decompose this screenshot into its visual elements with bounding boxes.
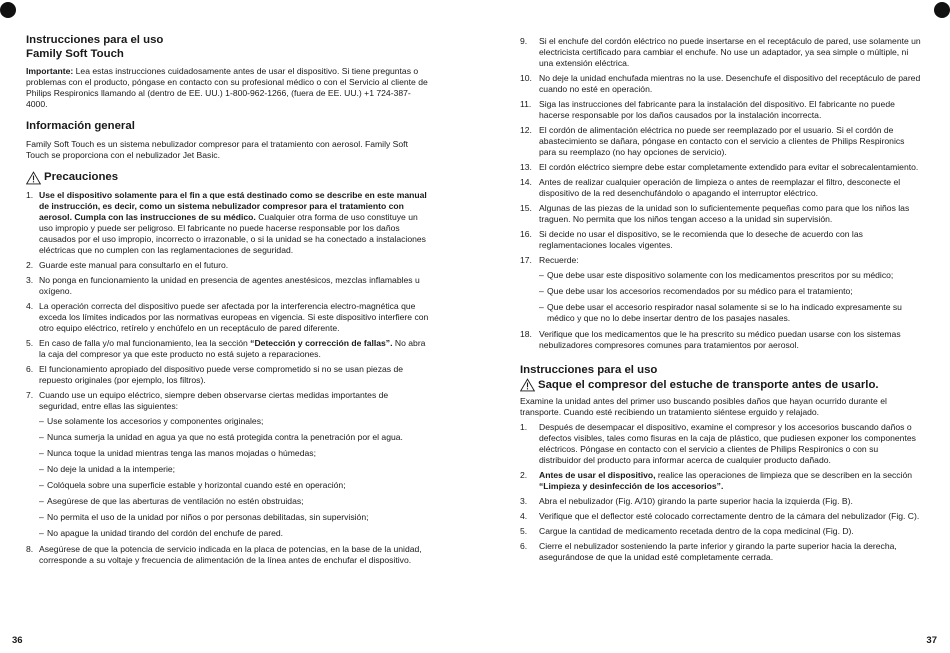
item-number: 3. [520,495,528,506]
list-item [520,203,922,225]
list-item [520,422,922,466]
usage-subheading [520,378,922,392]
sublist-item: – No permita el uso de la unidad por niños o por personas debilitadas, sin supervisión; [39,512,430,523]
item-number: 6. [26,363,34,374]
item-text: No abra la caja del compresor ya que este producto no está sujeto a reparaciones. [39,337,426,359]
list-item [26,390,430,539]
usage-heading: Instrucciones para el uso [520,364,658,376]
item-number: 6. [520,540,528,551]
list-item [26,275,430,297]
item-number: 10. [520,73,532,83]
usage-intro: Examine la unidad antes del primer uso buscando posibles daños que hayan ocurrido durante el transporte. Cuando esté recibiendo un tratamiento siéntese erguido y relajado. [520,395,887,417]
list-item [520,99,922,121]
cautions-list [26,190,430,566]
sublist-item: – Use solamente los accesorios y componentes originales; [39,416,430,427]
important-note [26,66,430,110]
list-item [520,329,922,351]
right-page [520,34,922,567]
list-item [26,190,430,256]
sublist-item: – Nunca toque la unidad mientras tenga las manos mojadas o húmedas; [39,448,430,459]
item-number: 11. [520,99,532,109]
item-number: 16. [520,229,532,239]
list-item [520,541,922,563]
sublist-item: – No apague la unidad tirando del cordón del enchufe de pared. [39,528,430,539]
item-text: Guarde este manual para consultarlo en el futuro. [39,259,229,270]
item-text: No ponga en funcionamiento la unidad en presencia de agentes anestésicos, mezclas inflamables u oxígeno. [39,274,420,296]
list-item [520,229,922,251]
list-item [26,544,430,566]
list-item [26,301,430,334]
item-number: 13. [520,162,532,172]
item-number: 3. [26,274,34,285]
item-number: 14. [520,177,532,187]
item-number: 4. [26,300,34,311]
list-item [520,496,922,507]
item-text: realice las operaciones de limpieza que se describen en la sección [655,469,913,480]
title-line-2: Family Soft Touch [26,47,124,60]
general-heading: Información general [26,120,135,132]
list-item [26,338,430,360]
list-item [26,260,430,271]
item-bold: Antes de usar el dispositivo, [539,469,656,480]
sublist-item: – Nunca sumerja la unidad en agua ya que no está protegida contra la penetración por el agua. [39,432,430,443]
sublist-item: – Que debe usar el accesorio respirador nasal solamente si se lo ha indicado expresamente su médico y que no lo debe insertar dentro de los pasajes nasales. [539,302,922,324]
title-line-1: Instrucciones para el uso [26,34,164,46]
item-number: 4. [520,510,528,521]
list-item [520,177,922,199]
item-number: 1. [520,421,528,432]
item-text: El funcionamiento apropiado del dispositivo puede verse comprometido si no se usan piezas de repuesto originales (por ejemplo, los filtros). [39,363,404,385]
list-item [520,162,922,173]
remember-sublist [539,270,922,324]
item-text: El cordón de alimentación eléctrica no puede ser reemplazado por el usuario. Si el cordón de abastecimiento se dañara, póngase en contacto con el servicio a clientes de Philips Respironics para su reemplazo (no hay opciones de servicio). [539,125,905,157]
item-text: Antes de realizar cualquier operación de limpieza o antes de reemplazar el filtro, desconecte el dispositivo de la red desenchufándolo o apagando el interruptor eléctrico. [539,177,901,198]
list-item [520,526,922,537]
page-title [26,34,430,61]
item-text: Verifique que los medicamentos que le ha prescrito su médico puedan usarse con los sistemas nebulizadores compresores comunes para tratamientos por aerosol. [539,329,901,350]
item-text: No deje la unidad enchufada mientras no la use. Desenchufe el dispositivo del receptáculo de pared cuando no esté en operación. [539,73,921,94]
list-item [520,73,922,95]
item-text: El cordón eléctrico siempre debe estar completamente extendido para evitar el sobrecalentamiento. [539,162,919,172]
item-text: Asegúrese de que la potencia de servicio indicada en la placa de potencias, en la base de la unidad, corresponde a su voltaje y frecuencia de alimentación de la línea antes de enchufar el dispositivo. [39,543,422,565]
usage-subheading-label: Saque el compresor del estuche de transporte antes de usarlo. [538,378,879,391]
item-text: Si el enchufe del cordón eléctrico no puede insertarse en el receptáculo de pared, use solamente un electricista certificado para cambiar el enchufe. No use un adaptador, ya sea simple o múltiple, ni una extensión eléctrica. [539,36,921,68]
list-item [520,125,922,158]
item-text: Abra el nebulizador (Fig. A/10) girando la parte superior hacia la izquierda (Fig. B). [539,495,853,506]
list-item [520,36,922,69]
item-text: Cuando use un equipo eléctrico, siempre deben observarse ciertas medidas importantes de seguridad, entre ellas las siguientes: [39,389,389,411]
item-number: 9. [520,36,528,46]
cautions-heading [26,171,430,185]
item-number: 15. [520,203,532,213]
page-number-left: 36 [12,635,23,646]
item-bold: Use el dispositivo solamente para el fin a que está destinado como se describe en este manual de instrucción, es decir, como un sistema nebulizador compresor para el tratamiento con aerosol. Cumpla con las instrucciones de su médico. [39,189,427,222]
list-item [520,470,922,492]
item-text: Cierre el nebulizador sosteniendo la parte inferior y girando la parte superior hacia la derecha, asegurándose de que la unidad esté completamente cerrada. [539,540,897,562]
item-text: Algunas de las piezas de la unidad son lo suficientemente pequeñas como para que los niños las traguen. No permita que los niños tengan acceso a la unidad sin supervisión. [539,203,910,224]
item-number: 12. [520,125,532,135]
item-number: 7. [26,389,34,400]
usage-steps [520,422,922,563]
cautions-heading-label: Precauciones [44,170,119,183]
item-number: 2. [520,469,528,480]
list-item [520,255,922,324]
cautions-list-continued [520,36,922,351]
list-item [520,511,922,522]
general-text: Family Soft Touch es un sistema nebulizador compresor para el tratamiento con aerosol. Family Soft Touch se proporciona con el nebulizador Jet Basic. [26,138,408,160]
safety-sublist [39,416,430,539]
important-label: Importante: [26,66,74,76]
sublist-item: – Asegúrese de que las aberturas de ventilación no estén obstruidas; [39,496,430,507]
item-number: 8. [26,543,34,554]
item-text: Cualquier otra forma de uso constituye un uso impropio y puede ser peligroso. El fabricante no puede hacerse responsable por los daños causados por el uso impropio, incorrecto o irrazonable, o si la unidad se ha conectado a instalaciones eléctricas que no cumplen con las reglamentaciones de seguridad. [39,211,426,255]
item-number: 2. [26,259,34,270]
registration-mark-left [0,2,16,18]
item-number: 1. [26,189,34,200]
sublist-item: – Colóquela sobre una superficie estable y horizontal cuando esté en operación; [39,480,430,491]
item-text: Verifique que el deflector esté colocado correctamente dentro de la cámara del nebulizador (Fig. C). [539,510,920,521]
left-page [26,34,430,570]
item-text: La operación correcta del dispositivo puede ser afectada por la interferencia electro-magnética que exceda los límites indicados por las normativas europeas en vigencia. Si este dispositivo interfiere con otro equipo eléctrico, retírelo y enchúfelo en un receptáculo de pared diferente. [39,300,429,333]
item-text: Si decide no usar el dispositivo, se le recomienda que lo deseche de acuerdo con las reglamentaciones locales vigentes. [539,229,863,250]
item-text: En caso de falla y/o mal funcionamiento, lea la sección [39,337,251,348]
sublist-item: – No deje la unidad a la intemperie; [39,464,430,475]
item-bold: “Detección y corrección de fallas”. [250,337,393,348]
item-number: 5. [26,337,34,348]
item-text: Después de desempacar el dispositivo, examine el compresor y los accesorios buscando daños o defectos visibles, tales como fisuras en la caja de plástico, que pudiesen exponer los componentes eléctricos. Póngase en contacto con el servicio a clientes de Philips Respironics o con su distribuidor del producto para informar acerca de cualquier producto dañado. [539,421,916,465]
registration-mark-right [934,2,950,18]
item-text: Cargue la cantidad de medicamento recetada dentro de la copa medicinal (Fig. D). [539,525,854,536]
list-item [26,364,430,386]
item-number: 5. [520,525,528,536]
item-text: Recuerde: [539,255,579,265]
page-number-right: 37 [926,635,937,646]
sublist-item: – Que debe usar los accesorios recomendados por su médico para el tratamiento; [539,286,922,297]
warning-icon [26,171,41,185]
item-text: Siga las instrucciones del fabricante para la instalación del dispositivo. El fabricante no puede hacerse responsable por los daños causados por la instalación incorrecta. [539,99,895,120]
item-number: 17. [520,255,532,265]
item-bold: “Limpieza y desinfección de los accesorios”. [539,480,724,491]
item-number: 18. [520,329,532,339]
sublist-item: – Que debe usar este dispositivo solamente con los medicamentos prescritos por su médico; [539,270,922,281]
warning-icon [520,378,535,392]
important-text: Lea estas instrucciones cuidadosamente antes de usar el dispositivo. Si tiene preguntas o problemas con el producto, póngase en contacto con su profesional médico o con el Servicio al cliente de Philips Respironics llamando al (dentro de EE. UU.) 1-800-962-1266, (fuera de EE. UU.) +1 724-387-4000. [26,66,428,109]
